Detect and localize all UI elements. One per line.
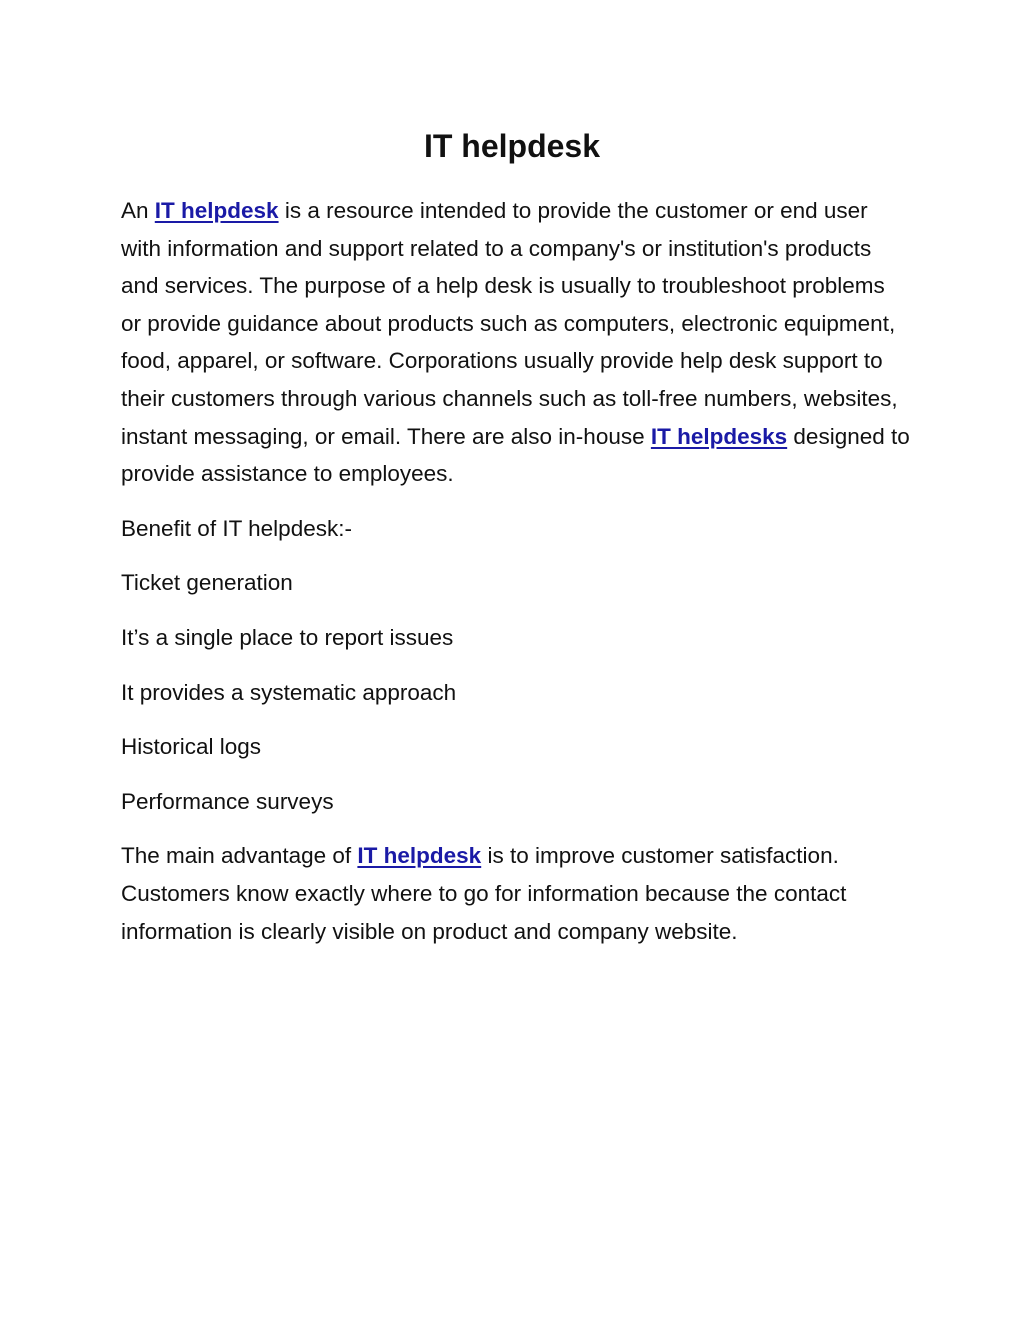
document-body [121, 192, 911, 950]
benefit-item: Performance surveys [121, 788, 334, 814]
it-helpdesk-link[interactable]: IT helpdesk [154, 198, 279, 223]
intro-text-middle: is a resource intended to provide the customer or end user with information and support related to a company's or institution's products and services. The purpose of a help desk is usually to troubleshoot problems or provide guidance about products such as computers, electronic equipment, food, apparel, or software. Corporations usually provide help desk support to their customers through various channels such as toll-free numbers, websites, instant messaging, or email. There are also in-house [121, 198, 898, 449]
intro-text-end: designed to provide assistance to employees. [121, 423, 910, 487]
benefit-item: It’s a single place to report issues [121, 624, 454, 650]
intro-paragraph [121, 192, 911, 493]
it-helpdesk-link-closing[interactable]: IT helpdesk [357, 843, 482, 869]
benefits-heading: Benefit of IT helpdesk:- [121, 515, 352, 541]
closing-paragraph [121, 837, 911, 950]
closing-text-start: The main advantage of [121, 843, 358, 869]
page-title: IT helpdesk [423, 128, 601, 164]
closing-text-end: is to improve customer satisfaction. Customers know exactly where to go for information because the contact information is clearly visible on product and company website. [121, 843, 847, 944]
benefit-item: Ticket generation [121, 570, 293, 596]
benefit-item: Historical logs [121, 734, 262, 760]
it-helpdesks-link[interactable]: IT helpdesks [650, 423, 788, 449]
intro-text-start: An [121, 198, 155, 223]
benefit-item: It provides a systematic approach [121, 679, 457, 705]
